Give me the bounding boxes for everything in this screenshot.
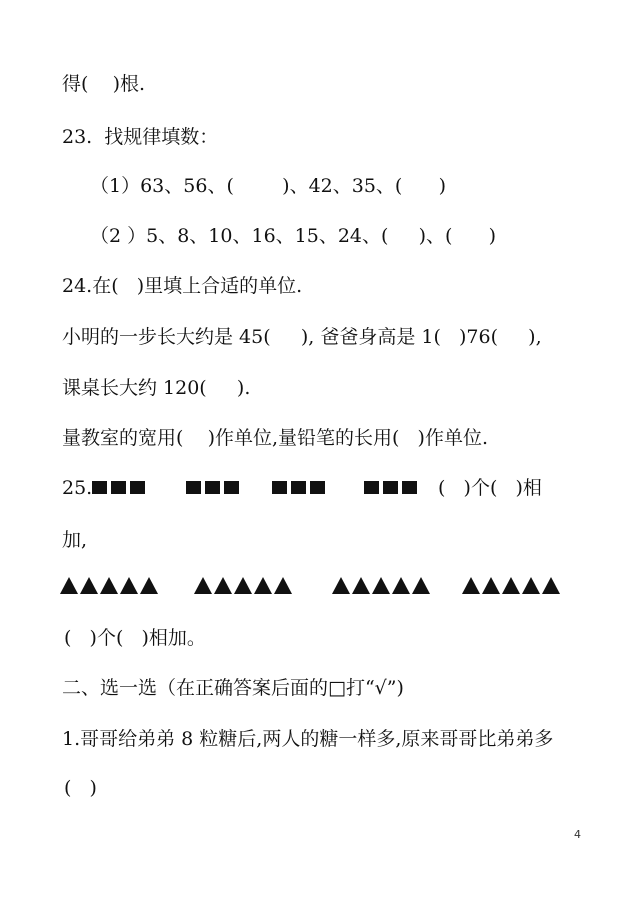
section-2-question-1: 1.哥哥给弟弟 8 粒糖后,两人的糖一样多,原来哥哥比弟弟多 <box>62 728 554 750</box>
triangle-icon <box>274 577 292 594</box>
question-23-part-1: （1）63、56、( )、42、35、( ) <box>90 175 446 197</box>
triangle-icon <box>194 577 212 594</box>
page-number: 4 <box>574 828 581 841</box>
square-icon <box>111 481 126 494</box>
question-25-triangle-blank: ( )个( )相加。 <box>64 627 206 649</box>
square-icon <box>92 481 107 494</box>
square-group-3 <box>272 481 329 494</box>
question-23-title: 23. 找规律填数： <box>62 126 219 148</box>
triangle-group-2 <box>194 577 294 594</box>
square-icon <box>383 481 398 494</box>
question-23-part-2: （2 ）5、8、10、16、15、24、( )、( ) <box>90 225 497 247</box>
square-group-1 <box>92 481 149 494</box>
question-25-continuation: 加, <box>62 529 88 551</box>
square-icon <box>364 481 379 494</box>
triangle-icon <box>254 577 272 594</box>
triangle-icon <box>214 577 232 594</box>
square-group-4 <box>364 481 421 494</box>
triangle-icon <box>522 577 540 594</box>
triangle-icon <box>392 577 410 594</box>
square-icon <box>130 481 145 494</box>
section-2-heading: 二、选一选（在正确答案后面的□打“√”) <box>62 677 404 699</box>
triangle-icon <box>462 577 480 594</box>
triangle-icon <box>140 577 158 594</box>
triangle-icon <box>60 577 78 594</box>
square-icon <box>205 481 220 494</box>
triangle-icon <box>502 577 520 594</box>
square-icon <box>402 481 417 494</box>
triangle-icon <box>80 577 98 594</box>
square-icon <box>272 481 287 494</box>
triangle-icon <box>100 577 118 594</box>
triangle-group-1 <box>60 577 160 594</box>
square-icon <box>291 481 306 494</box>
text-line-de-gen: 得( )根. <box>62 73 146 95</box>
square-icon <box>310 481 325 494</box>
question-24-line-3: 量教室的宽用( )作单位,量铅笔的长用( )作单位. <box>62 427 489 449</box>
square-icon <box>224 481 239 494</box>
triangle-icon <box>234 577 252 594</box>
triangle-icon <box>412 577 430 594</box>
question-24-line-1: 小明的一步长大约是 45( ), 爸爸身高是 1( )76( ), <box>62 326 542 348</box>
triangle-groups <box>60 577 562 594</box>
square-groups <box>92 481 421 494</box>
question-25-blank-text: ( )个( )相 <box>438 477 542 499</box>
triangle-icon <box>482 577 500 594</box>
question-24-title: 24.在( )里填上合适的单位. <box>62 275 303 297</box>
square-group-2 <box>186 481 243 494</box>
triangle-icon <box>542 577 560 594</box>
triangle-group-4 <box>462 577 562 594</box>
triangle-icon <box>352 577 370 594</box>
triangle-group-3 <box>332 577 432 594</box>
triangle-icon <box>372 577 390 594</box>
square-icon <box>186 481 201 494</box>
question-24-line-2: 课桌长大约 120( ). <box>62 377 251 399</box>
question-25-number: 25. <box>62 477 93 499</box>
triangle-icon <box>332 577 350 594</box>
section-2-question-1-blank: ( ) <box>64 777 97 799</box>
triangle-icon <box>120 577 138 594</box>
